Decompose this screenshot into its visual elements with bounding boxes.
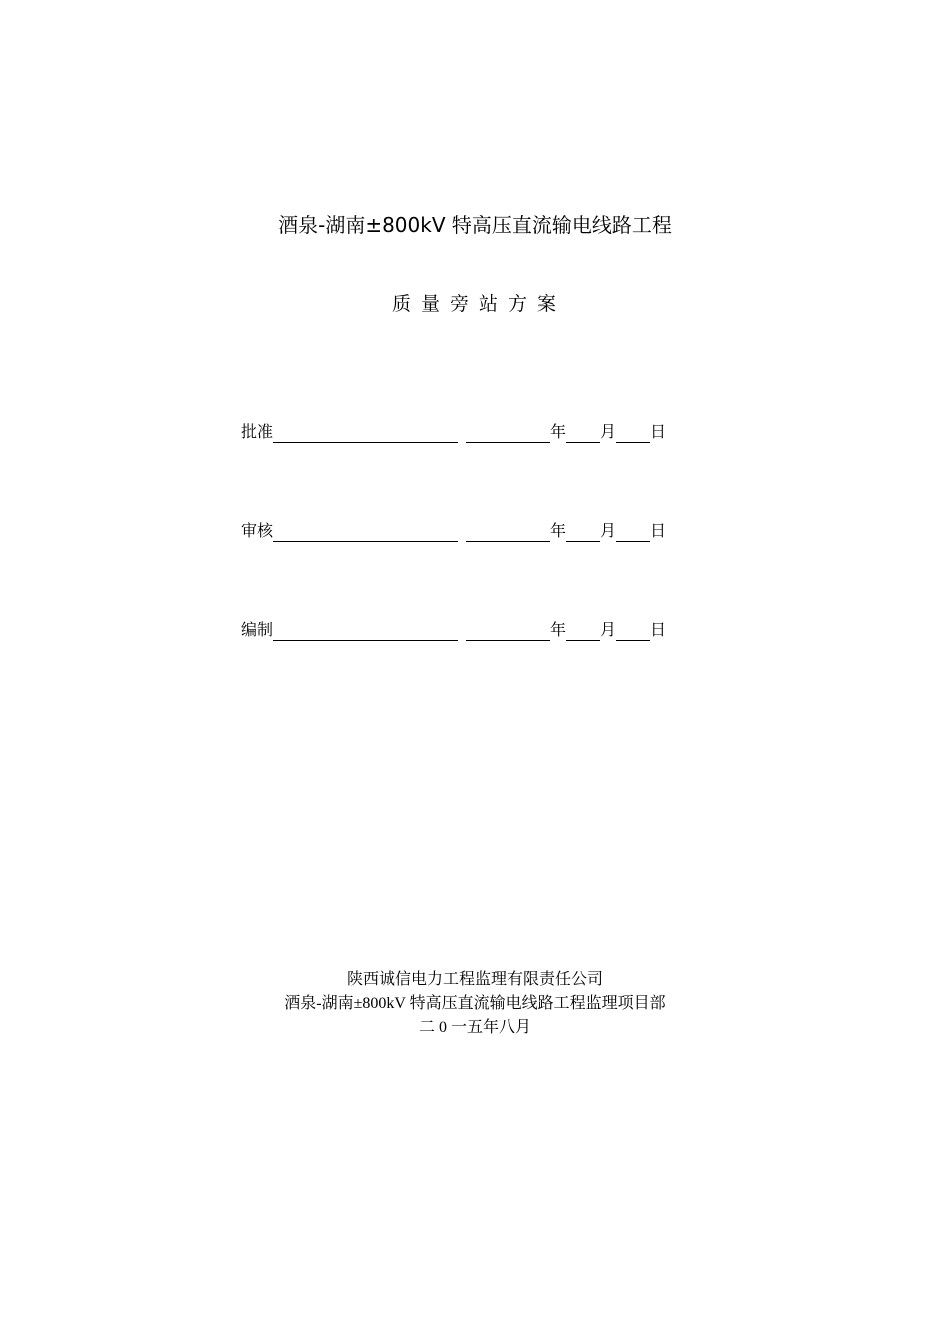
- footer-date: 二 0 一五年八月: [418, 1019, 531, 1036]
- review-month-label: 月: [600, 521, 617, 540]
- review-label: 审核: [241, 521, 274, 540]
- review-year-line: [466, 523, 550, 542]
- compile-month-line: [566, 622, 600, 641]
- compile-signature-line: [273, 622, 458, 641]
- review-day-line: [616, 523, 650, 542]
- compile-day-line: [616, 622, 650, 641]
- review-day-label: 日: [650, 521, 667, 540]
- footer-department: 酒泉-湖南±800kV 特高压直流输电线路工程监理项目部: [284, 995, 666, 1012]
- compile-label: 编制: [241, 620, 274, 639]
- approval-row: [241, 421, 666, 443]
- review-month-line: [566, 523, 600, 542]
- document-title: 酒泉-湖南±800kV 特高压直流输电线路工程: [278, 213, 672, 237]
- approval-month-line: [566, 424, 600, 443]
- approval-day-line: [616, 424, 650, 443]
- review-year-label: 年: [550, 521, 567, 540]
- compile-row: [241, 619, 666, 641]
- compile-year-label: 年: [550, 620, 567, 639]
- footer-company: 陕西诚信电力工程监理有限责任公司: [346, 971, 603, 988]
- approval-year-line: [466, 424, 550, 443]
- compile-year-line: [466, 622, 550, 641]
- approval-signature-line: [273, 424, 458, 443]
- approval-month-label: 月: [600, 422, 617, 441]
- compile-month-label: 月: [600, 620, 617, 639]
- document-subtitle: 质量旁站方案: [391, 293, 566, 315]
- approval-label: 批准: [241, 422, 274, 441]
- approval-year-label: 年: [550, 422, 567, 441]
- review-row: [241, 520, 666, 542]
- compile-day-label: 日: [650, 620, 667, 639]
- approval-day-label: 日: [650, 422, 667, 441]
- review-signature-line: [273, 523, 458, 542]
- footer-block: [0, 968, 950, 1040]
